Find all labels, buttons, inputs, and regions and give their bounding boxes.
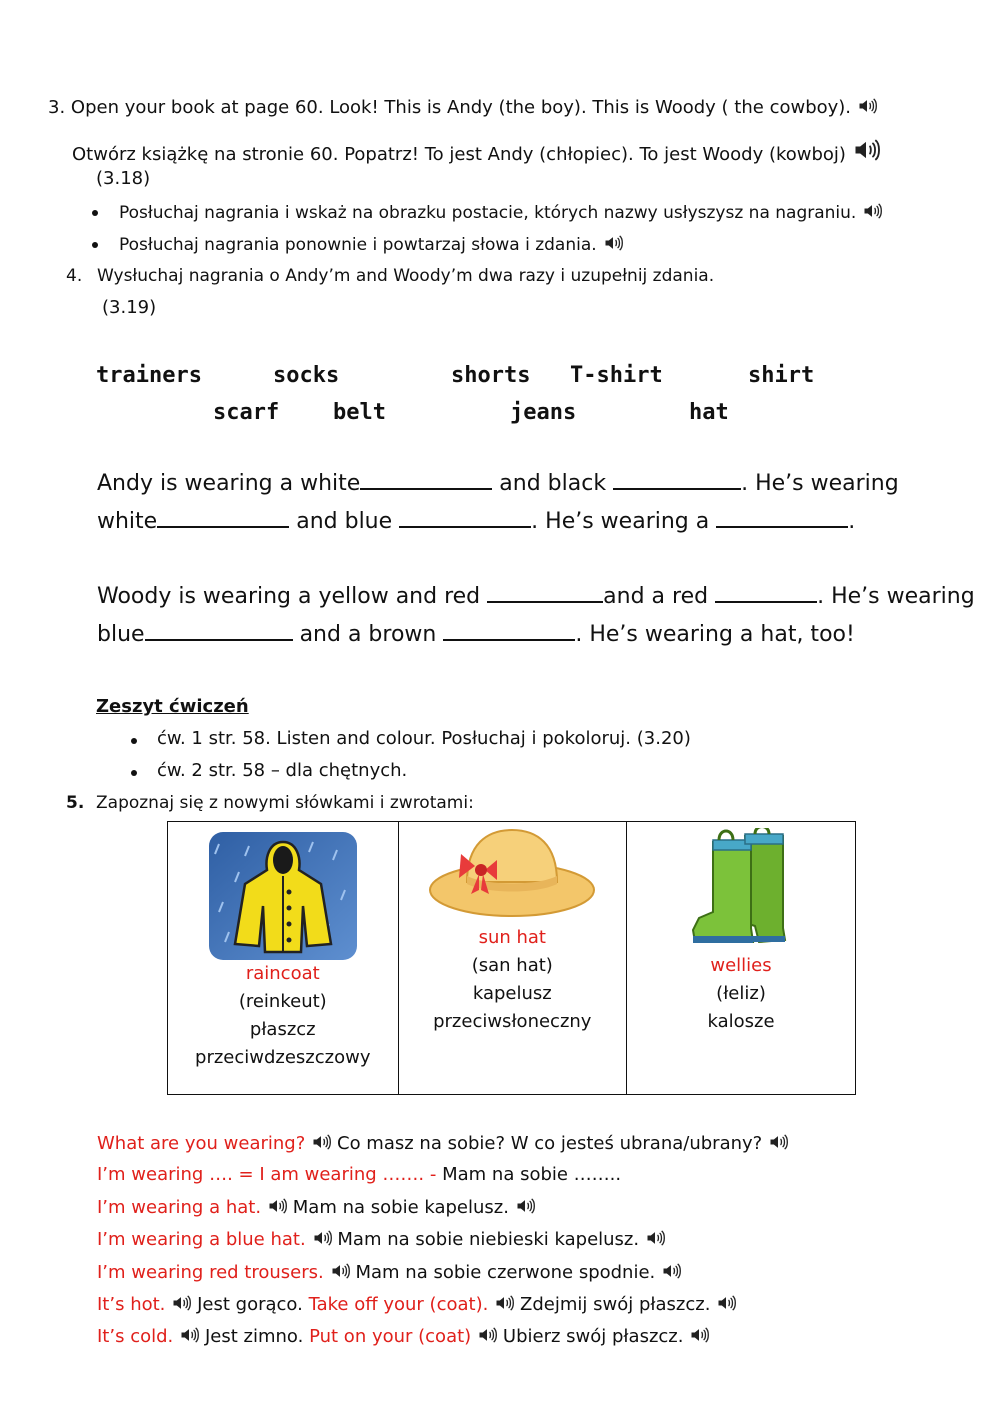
- speaker-icon[interactable]: [515, 1196, 535, 1216]
- andy-sentence-2: white and blue . He’s wearing a .: [97, 509, 856, 534]
- vocab-word: wellies: [710, 955, 772, 976]
- item3-bullet-2: Posłuchaj nagrania ponownie i powtarzaj słowa i zdania.: [119, 233, 623, 255]
- sun-hat-image: [427, 824, 597, 920]
- speaker-icon[interactable]: [661, 1261, 681, 1281]
- word-bank-item: shirt: [748, 363, 815, 388]
- item4-number: 4.: [66, 266, 83, 286]
- item3-line1: 3. Open your book at page 60. Look! This is Andy (the boy). This is Woody ( the cowboy).: [48, 96, 877, 118]
- speaker-icon[interactable]: [330, 1261, 350, 1281]
- workbook-item-1: ćw. 1 str. 58. Listen and colour. Posłuchaj i pokoloruj. (3.20): [157, 728, 691, 749]
- phrase-row-1: What are you wearing? Co masz na sobie? W co jesteś ubrana/ubrany?: [97, 1132, 788, 1154]
- item5-number: 5.: [66, 793, 85, 813]
- speaker-icon[interactable]: [171, 1293, 191, 1313]
- wellies-image: [689, 828, 793, 948]
- vocab-cell-sunhat: [398, 822, 627, 1095]
- speaker-icon[interactable]: [768, 1132, 788, 1152]
- item4-track: (3.19): [102, 297, 157, 318]
- vocab-pronunciation: (san hat): [471, 955, 553, 976]
- vocab-pronunciation: (reinkeut): [238, 991, 327, 1012]
- vocabulary-table: [167, 821, 856, 1095]
- bullet: [131, 738, 137, 744]
- vocab-word: sun hat: [478, 927, 546, 948]
- speaker-icon[interactable]: [645, 1228, 665, 1248]
- woody-sentence-1: Woody is wearing a yellow and red and a red . He’s wearing: [97, 584, 975, 609]
- bullet: [131, 770, 137, 776]
- phrase-row-4: I’m wearing a blue hat. Mam na sobie niebieski kapelusz.: [97, 1228, 665, 1250]
- answer-blank[interactable]: [716, 508, 848, 528]
- speaker-icon[interactable]: [862, 201, 882, 221]
- phrase-row-7: It’s cold. Jest zimno. Put on your (coat) Ubierz swój płaszcz.: [97, 1325, 709, 1347]
- phrase-row-3: I’m wearing a hat. Mam na sobie kapelusz.: [97, 1196, 535, 1218]
- answer-blank[interactable]: [360, 470, 492, 490]
- vocab-translation: płaszcz: [249, 1019, 316, 1040]
- speaker-icon[interactable]: [311, 1132, 331, 1152]
- vocab-cell-wellies: [627, 822, 856, 1095]
- answer-blank[interactable]: [443, 621, 575, 641]
- phrase-row-5: I’m wearing red trousers. Mam na sobie czerwone spodnie.: [97, 1261, 681, 1283]
- vocab-translation: kapelusz: [472, 983, 552, 1004]
- vocab-cell-raincoat: [168, 822, 399, 1095]
- word-bank-item: shorts: [451, 363, 531, 388]
- answer-blank[interactable]: [145, 621, 293, 641]
- vocab-translation: przeciwsłoneczny: [433, 1011, 592, 1032]
- item4-instruction: Wysłuchaj nagrania o Andy’m and Woody’m dwa razy i uzupełnij zdania.: [97, 266, 715, 286]
- speaker-icon[interactable]: [477, 1325, 497, 1345]
- word-bank-item: hat: [689, 400, 729, 425]
- andy-sentence-1: Andy is wearing a white and black . He’s wearing: [97, 471, 899, 496]
- word-bank-item: belt: [333, 400, 386, 425]
- answer-blank[interactable]: [715, 583, 817, 603]
- speaker-icon[interactable]: [857, 96, 877, 116]
- speaker-icon[interactable]: [716, 1293, 736, 1313]
- item3-track: (3.18): [96, 168, 151, 189]
- speaker-icon[interactable]: [689, 1325, 709, 1345]
- word-bank-item: jeans: [510, 400, 577, 425]
- answer-blank[interactable]: [399, 508, 531, 528]
- word-bank-item: scarf: [213, 400, 280, 425]
- answer-blank[interactable]: [613, 470, 741, 490]
- item3-bullet-1: Posłuchaj nagrania i wskaż na obrazku postacie, których nazwy usłyszysz na nagraniu.: [119, 201, 882, 223]
- speaker-icon[interactable]: [179, 1325, 199, 1345]
- word-bank-item: T-shirt: [570, 363, 663, 388]
- speaker-icon[interactable]: [312, 1228, 332, 1248]
- speaker-icon[interactable]: [603, 233, 623, 253]
- word-bank-item: trainers: [96, 363, 202, 388]
- vocab-word: raincoat: [245, 963, 320, 984]
- woody-sentence-2: blue and a brown . He’s wearing a hat, too!: [97, 622, 855, 647]
- item5-instruction: Zapoznaj się z nowymi słówkami i zwrotami:: [96, 793, 474, 813]
- item3-line2: Otwórz książkę na stronie 60. Popatrz! To jest Andy (chłopiec). To jest Woody (kowboj): [72, 136, 880, 165]
- speaker-icon[interactable]: [852, 136, 880, 164]
- vocab-translation: kalosze: [707, 1011, 775, 1032]
- raincoat-image: [209, 832, 357, 960]
- answer-blank[interactable]: [157, 508, 289, 528]
- vocab-pronunciation: (łeliz): [716, 983, 766, 1004]
- vocab-translation: przeciwdzeszczowy: [195, 1047, 371, 1068]
- speaker-icon[interactable]: [267, 1196, 287, 1216]
- bullet: [92, 242, 98, 248]
- word-bank-item: socks: [273, 363, 340, 388]
- workbook-title: Zeszyt ćwiczeń: [96, 696, 249, 717]
- answer-blank[interactable]: [487, 583, 603, 603]
- phrase-row-6: It’s hot. Jest gorąco. Take off your (coat). Zdejmij swój płaszcz.: [97, 1293, 736, 1315]
- speaker-icon[interactable]: [494, 1293, 514, 1313]
- workbook-item-2: ćw. 2 str. 58 – dla chętnych.: [157, 760, 408, 781]
- phrase-row-2: I’m wearing …. = I am wearing ……. - Mam na sobie ……..: [97, 1164, 622, 1185]
- bullet: [92, 210, 98, 216]
